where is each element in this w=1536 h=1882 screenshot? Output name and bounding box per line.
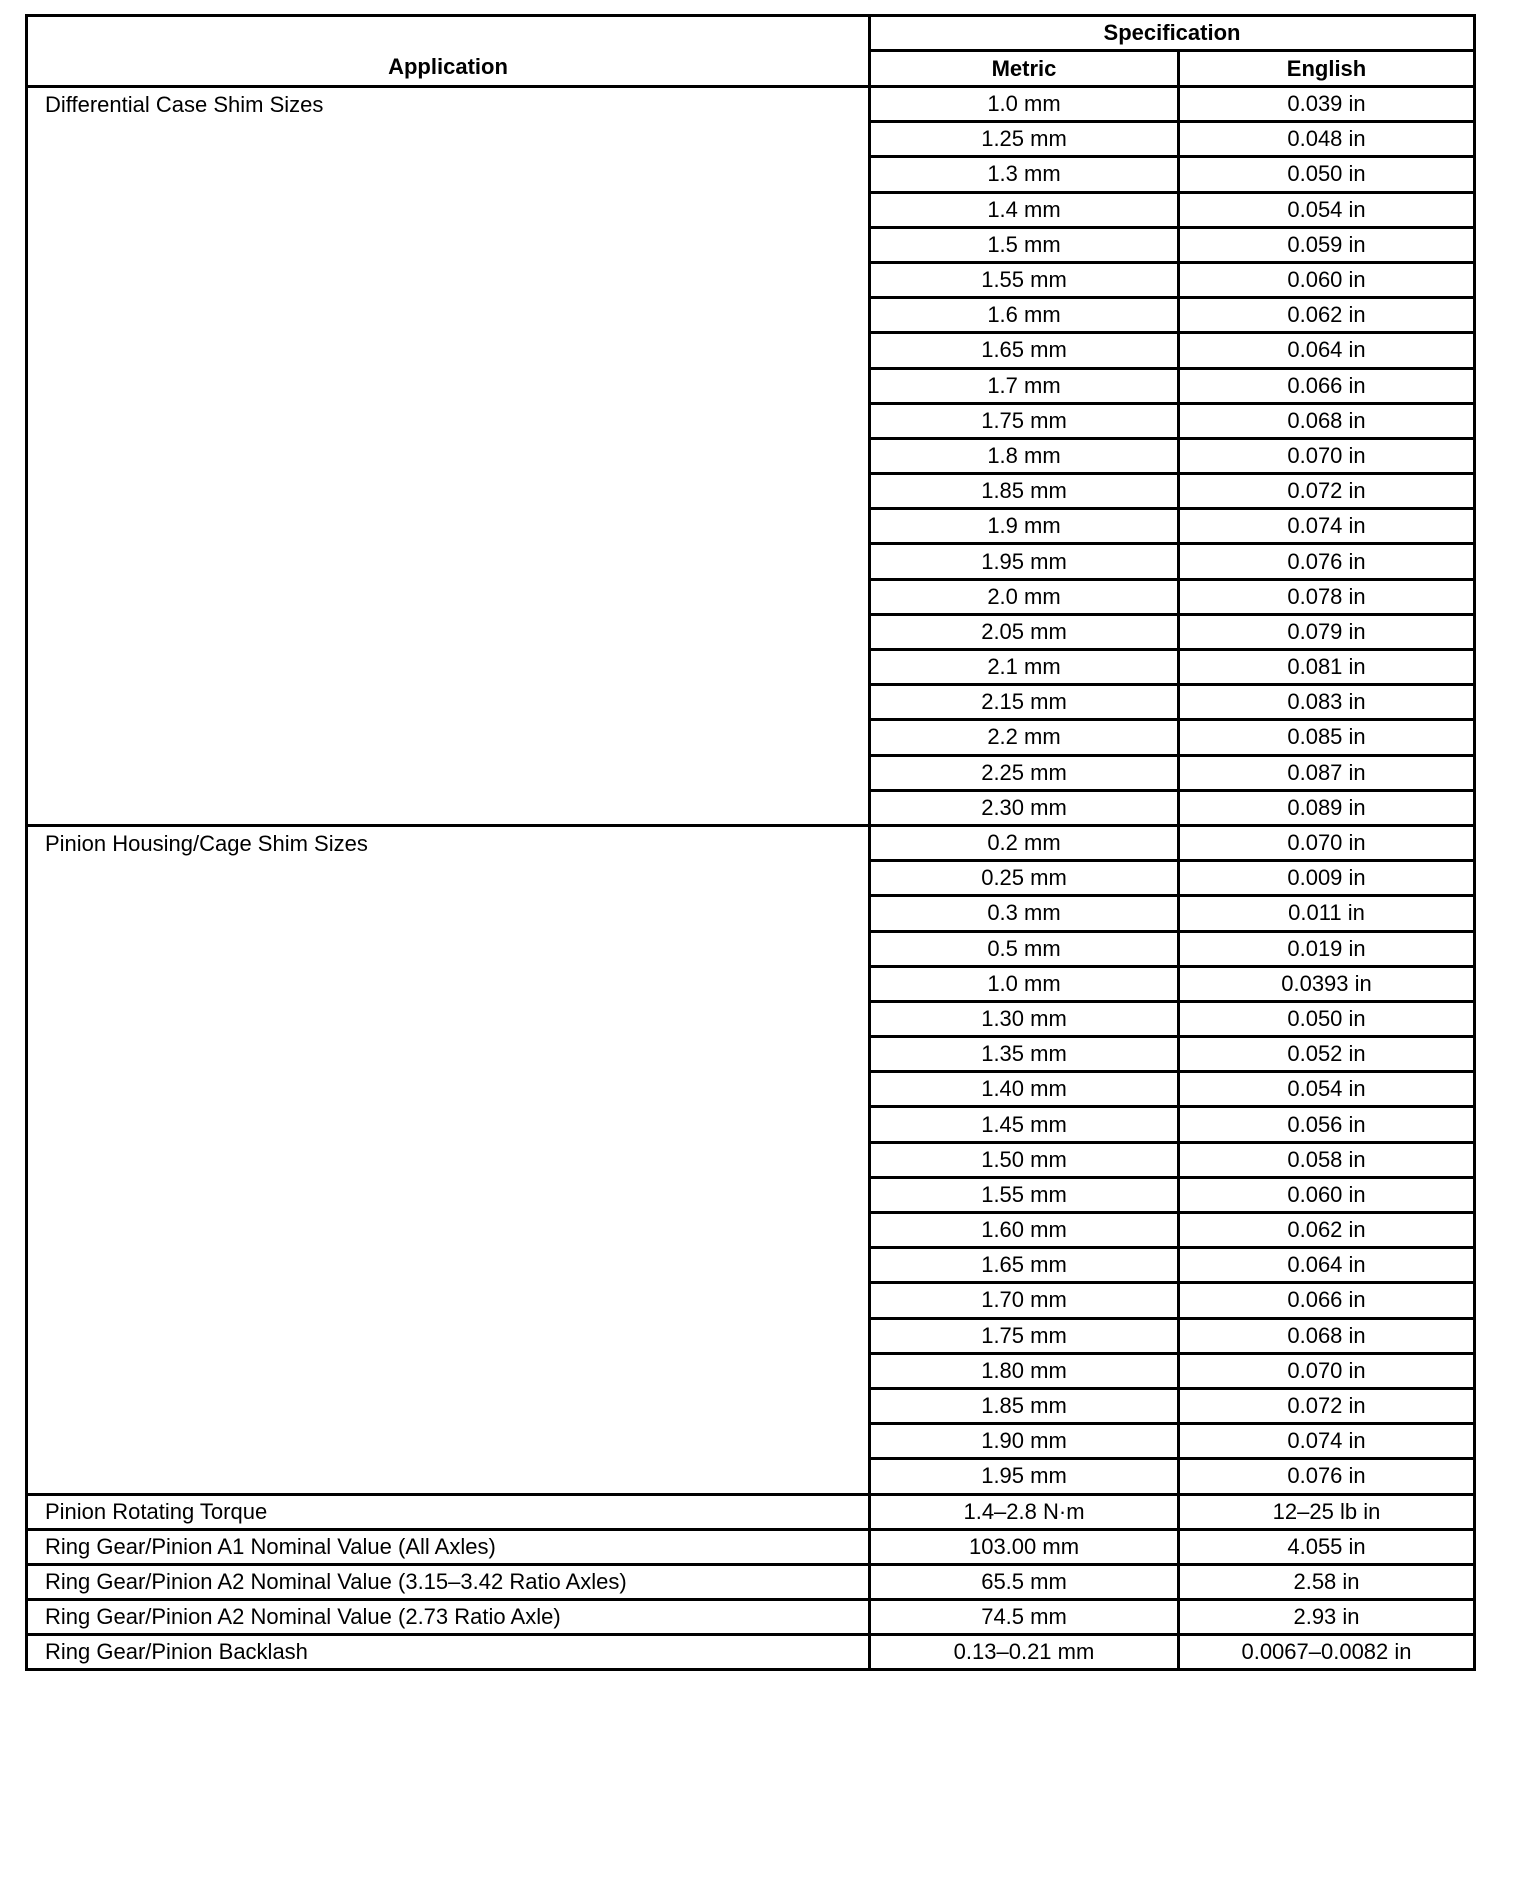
metric-cell: 1.30 mm: [870, 1001, 1179, 1036]
metric-cell: 1.55 mm: [870, 1177, 1179, 1212]
english-cell: 0.074 in: [1179, 1424, 1475, 1459]
table-row: [27, 1494, 1475, 1529]
metric-cell: 1.85 mm: [870, 474, 1179, 509]
application-header: Application: [27, 16, 870, 87]
metric-cell: 2.0 mm: [870, 579, 1179, 614]
metric-header: Metric: [870, 51, 1179, 87]
english-cell: 0.068 in: [1179, 403, 1475, 438]
english-cell: 0.083 in: [1179, 685, 1475, 720]
metric-cell: 1.70 mm: [870, 1283, 1179, 1318]
english-cell: 0.085 in: [1179, 720, 1475, 755]
metric-cell: 1.80 mm: [870, 1353, 1179, 1388]
english-cell: 0.064 in: [1179, 1248, 1475, 1283]
english-cell: 0.076 in: [1179, 1459, 1475, 1494]
table-row: [27, 1564, 1475, 1599]
english-cell: 0.074 in: [1179, 509, 1475, 544]
application-cell: Differential Case Shim Sizes: [27, 87, 870, 826]
metric-cell: 1.75 mm: [870, 1318, 1179, 1353]
metric-cell: 1.95 mm: [870, 544, 1179, 579]
english-cell: 0.072 in: [1179, 474, 1475, 509]
table-row: [27, 87, 1475, 122]
table-row: [27, 1635, 1475, 1670]
english-cell: 0.039 in: [1179, 87, 1475, 122]
metric-cell: 0.25 mm: [870, 861, 1179, 896]
metric-cell: 2.30 mm: [870, 790, 1179, 825]
metric-cell: 1.7 mm: [870, 368, 1179, 403]
english-cell: 0.070 in: [1179, 825, 1475, 860]
english-cell: 0.0067–0.0082 in: [1179, 1635, 1475, 1670]
english-cell: 0.070 in: [1179, 438, 1475, 473]
table-row: [27, 825, 1475, 860]
english-cell: 0.068 in: [1179, 1318, 1475, 1353]
metric-cell: 1.0 mm: [870, 966, 1179, 1001]
english-cell: 0.064 in: [1179, 333, 1475, 368]
table-row: [27, 1600, 1475, 1635]
english-cell: 0.060 in: [1179, 262, 1475, 297]
english-cell: 0.066 in: [1179, 368, 1475, 403]
english-cell: 0.048 in: [1179, 122, 1475, 157]
english-cell: 0.087 in: [1179, 755, 1475, 790]
metric-cell: 1.65 mm: [870, 1248, 1179, 1283]
metric-cell: 0.3 mm: [870, 896, 1179, 931]
metric-cell: 2.2 mm: [870, 720, 1179, 755]
english-cell: 0.062 in: [1179, 298, 1475, 333]
metric-cell: 0.2 mm: [870, 825, 1179, 860]
metric-cell: 0.5 mm: [870, 931, 1179, 966]
english-cell: 0.011 in: [1179, 896, 1475, 931]
english-cell: 0.081 in: [1179, 650, 1475, 685]
english-cell: 12–25 lb in: [1179, 1494, 1475, 1529]
english-cell: 0.019 in: [1179, 931, 1475, 966]
english-cell: 4.055 in: [1179, 1529, 1475, 1564]
metric-cell: 1.40 mm: [870, 1072, 1179, 1107]
metric-cell: 1.0 mm: [870, 87, 1179, 122]
metric-cell: 2.15 mm: [870, 685, 1179, 720]
specification-header: Specification: [870, 16, 1475, 51]
metric-cell: 65.5 mm: [870, 1564, 1179, 1599]
english-cell: 0.060 in: [1179, 1177, 1475, 1212]
application-cell: Ring Gear/Pinion A2 Nominal Value (3.15–3.42 Ratio Axles): [27, 1564, 870, 1599]
table-body: [27, 87, 1475, 1670]
english-cell: 0.078 in: [1179, 579, 1475, 614]
english-cell: 0.070 in: [1179, 1353, 1475, 1388]
english-header: English: [1179, 51, 1475, 87]
english-cell: 0.072 in: [1179, 1388, 1475, 1423]
english-cell: 0.0393 in: [1179, 966, 1475, 1001]
metric-cell: 1.75 mm: [870, 403, 1179, 438]
metric-cell: 1.95 mm: [870, 1459, 1179, 1494]
metric-cell: 2.1 mm: [870, 650, 1179, 685]
application-cell: Ring Gear/Pinion Backlash: [27, 1635, 870, 1670]
metric-cell: 1.4 mm: [870, 192, 1179, 227]
metric-cell: 1.9 mm: [870, 509, 1179, 544]
metric-cell: 1.60 mm: [870, 1213, 1179, 1248]
english-cell: 0.009 in: [1179, 861, 1475, 896]
english-cell: 2.93 in: [1179, 1600, 1475, 1635]
metric-cell: 1.50 mm: [870, 1142, 1179, 1177]
metric-cell: 1.85 mm: [870, 1388, 1179, 1423]
english-cell: 0.054 in: [1179, 1072, 1475, 1107]
table-row: [27, 1529, 1475, 1564]
english-cell: 0.054 in: [1179, 192, 1475, 227]
metric-cell: 1.55 mm: [870, 262, 1179, 297]
metric-cell: 2.25 mm: [870, 755, 1179, 790]
table-header: [27, 16, 1475, 87]
english-cell: 2.58 in: [1179, 1564, 1475, 1599]
metric-cell: 1.45 mm: [870, 1107, 1179, 1142]
metric-cell: 1.6 mm: [870, 298, 1179, 333]
application-cell: Pinion Rotating Torque: [27, 1494, 870, 1529]
application-cell: Ring Gear/Pinion A2 Nominal Value (2.73 Ratio Axle): [27, 1600, 870, 1635]
specification-table: [25, 14, 1476, 1671]
english-cell: 0.050 in: [1179, 157, 1475, 192]
english-cell: 0.058 in: [1179, 1142, 1475, 1177]
metric-cell: 1.4–2.8 N·m: [870, 1494, 1179, 1529]
metric-cell: 1.25 mm: [870, 122, 1179, 157]
english-cell: 0.056 in: [1179, 1107, 1475, 1142]
metric-cell: 1.8 mm: [870, 438, 1179, 473]
english-cell: 0.062 in: [1179, 1213, 1475, 1248]
english-cell: 0.052 in: [1179, 1037, 1475, 1072]
metric-cell: 2.05 mm: [870, 614, 1179, 649]
english-cell: 0.076 in: [1179, 544, 1475, 579]
application-cell: Pinion Housing/Cage Shim Sizes: [27, 825, 870, 1494]
application-cell: Ring Gear/Pinion A1 Nominal Value (All Axles): [27, 1529, 870, 1564]
english-cell: 0.089 in: [1179, 790, 1475, 825]
english-cell: 0.079 in: [1179, 614, 1475, 649]
english-cell: 0.050 in: [1179, 1001, 1475, 1036]
metric-cell: 0.13–0.21 mm: [870, 1635, 1179, 1670]
metric-cell: 1.65 mm: [870, 333, 1179, 368]
metric-cell: 74.5 mm: [870, 1600, 1179, 1635]
metric-cell: 1.3 mm: [870, 157, 1179, 192]
english-cell: 0.066 in: [1179, 1283, 1475, 1318]
metric-cell: 1.5 mm: [870, 227, 1179, 262]
english-cell: 0.059 in: [1179, 227, 1475, 262]
metric-cell: 1.35 mm: [870, 1037, 1179, 1072]
metric-cell: 103.00 mm: [870, 1529, 1179, 1564]
metric-cell: 1.90 mm: [870, 1424, 1179, 1459]
